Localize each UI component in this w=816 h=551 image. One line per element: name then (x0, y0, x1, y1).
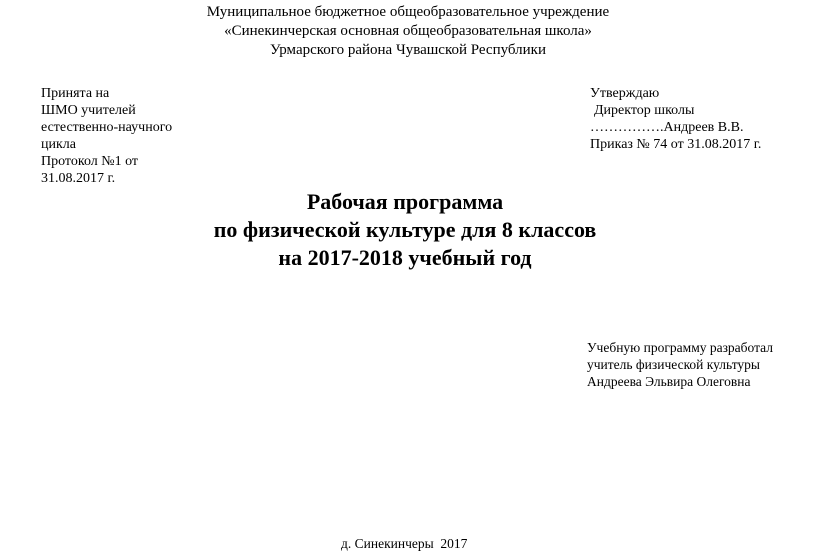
accepted-line-6: 31.08.2017 г. (41, 171, 116, 186)
place-year-footer: д. Синекинчеры 2017 (341, 536, 468, 551)
author-line-2: учитель физической культуры (587, 357, 760, 372)
accepted-line-2: ШМО учителей (41, 103, 136, 118)
author-block (587, 339, 812, 390)
title-line-1: Рабочая программа (306, 189, 504, 214)
approved-line-3: …………….Андреев В.В. (590, 120, 744, 135)
document-title (0, 188, 810, 272)
institution-line-3: Урмарского района Чувашской Республики (269, 42, 546, 58)
accepted-line-3: естественно-научного (41, 120, 173, 135)
institution-line-1: Муниципальное бюджетное общеобразовательное учреждение (206, 4, 610, 20)
institution-line-2: «Синекинчерская основная общеобразовательная школа» (224, 23, 592, 39)
accepted-line-4: цикла (41, 137, 76, 152)
approved-block (590, 85, 810, 153)
accepted-block (41, 85, 201, 187)
accepted-line-1: Принята на (41, 86, 110, 101)
author-line-3: Андреева Эльвира Олеговна (587, 374, 751, 389)
author-line-1: Учебную программу разработал (587, 340, 774, 355)
approved-line-4: Приказ № 74 от 31.08.2017 г. (590, 137, 762, 152)
title-line-3: на 2017-2018 учебный год (278, 245, 532, 270)
accepted-line-5: Протокол №1 от (41, 154, 139, 169)
approved-line-1: Утверждаю (590, 86, 660, 101)
institution-header (0, 3, 816, 60)
approved-line-2: Директор школы (594, 103, 695, 118)
title-line-2: по физической культуре для 8 классов (213, 217, 597, 242)
